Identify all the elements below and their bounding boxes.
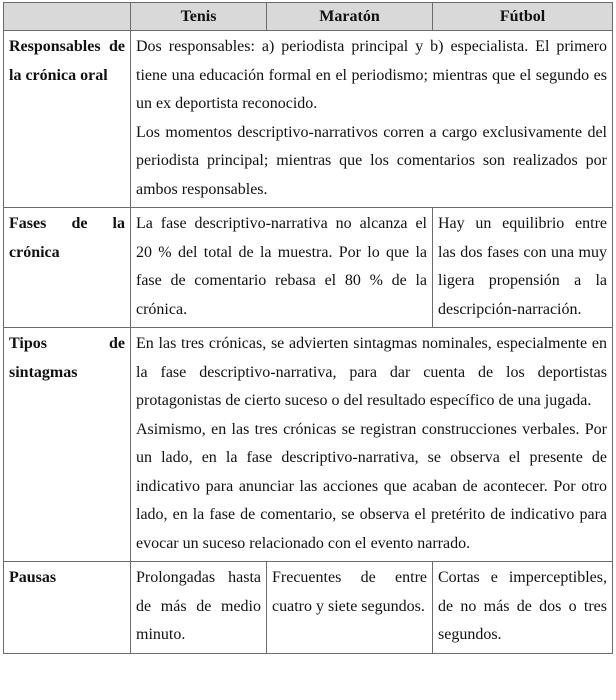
cell-pausas-tenis: Prolongadas hasta de más de medio minuto.	[131, 562, 267, 654]
table-row	[4, 31, 613, 208]
table-header-row	[4, 3, 613, 31]
row-header-pausas: Pausas	[4, 562, 131, 654]
cell-fases-futbol: Hay un equilibrio entre las dos fases con una muy ligera propensión a la descripción-narración.	[433, 208, 613, 328]
table-row	[4, 208, 613, 328]
column-header-maraton: Maratón	[267, 3, 433, 31]
paragraph: Asimismo, en las tres crónicas se registran construcciones verbales. Por un lado, en la fase descriptivo-narrativa, se observa el presente de indicativo para anunciar las acciones que acaban de acontecer. Por otro lado, en la fase de comentario, se observa el pretérito de indicativo para evocar un suceso relacionado con el evento narrado.	[136, 420, 607, 552]
comparison-table	[3, 2, 613, 654]
column-header-futbol: Fútbol	[433, 3, 613, 31]
cell-pausas-maraton: Frecuentes de entre cuatro y siete segundos.	[267, 562, 433, 654]
row-header-fases: Fases de la crónica	[4, 208, 131, 328]
paragraph: Los momentos descriptivo-narrativos corren a cargo exclusivamente del periodista principal; mientras que los comentarios son realizados por ambos responsables.	[136, 123, 607, 198]
column-header-tenis: Tenis	[131, 3, 267, 31]
paragraph: En las tres crónicas, se advierten sintagmas nominales, especialmente en la fase descriptivo-narrativa, para dar cuenta de los deportistas protagonistas de cierto suceso o del resultado específico de una jugada.	[136, 335, 607, 409]
merged-cell-sintagmas	[131, 328, 613, 562]
header-corner-cell	[4, 3, 131, 31]
cell-pausas-futbol: Cortas e imperceptibles, de no más de dos o tres segundos.	[433, 562, 613, 654]
row-header-sintagmas: Tipos de sintagmas	[4, 328, 131, 562]
cell-fases-tenis-maraton: La fase descriptivo-narrativa no alcanza el 20 % del total de la muestra. Por lo que la fase de comentario rebasa el 80 % de la crónica.	[131, 208, 433, 328]
table-row	[4, 562, 613, 654]
paragraph: Dos responsables: a) periodista principal y b) especialista. El primero tiene una educación formal en el periodismo; mientras que el segundo es un ex deportista reconocido.	[136, 38, 607, 112]
merged-cell-responsables	[131, 31, 613, 208]
row-header-responsables: Responsables de la crónica oral	[4, 31, 131, 208]
table-row	[4, 328, 613, 562]
